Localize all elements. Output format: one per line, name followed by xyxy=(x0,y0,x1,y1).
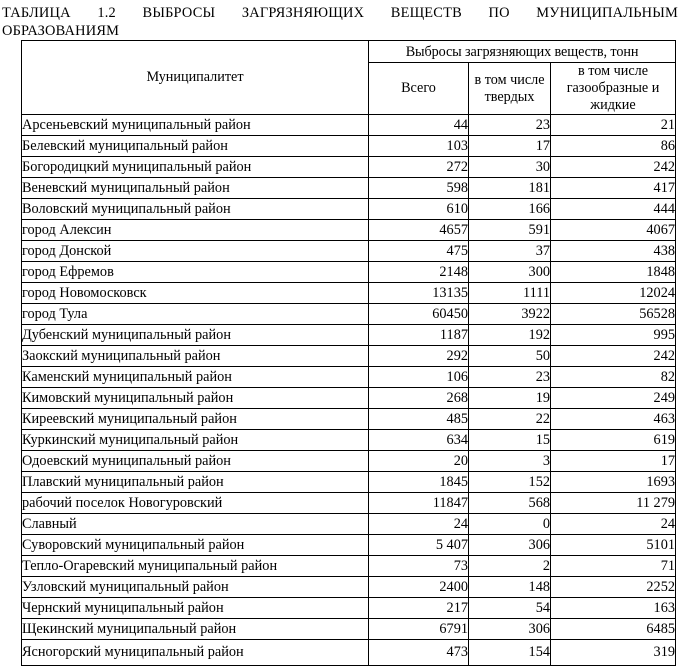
table-row xyxy=(22,136,676,157)
cell-municipality: Каменский муниципальный район xyxy=(22,367,369,388)
cell-solid: 17 xyxy=(469,136,551,157)
cell-solid: 19 xyxy=(469,388,551,409)
cell-gas-liquid: 71 xyxy=(551,556,676,577)
table-caption xyxy=(2,4,678,40)
table-row xyxy=(22,346,676,367)
cell-solid: 591 xyxy=(469,220,551,241)
cell-solid: 181 xyxy=(469,178,551,199)
cell-solid: 23 xyxy=(469,367,551,388)
cell-total: 1187 xyxy=(369,325,469,346)
cell-solid: 2 xyxy=(469,556,551,577)
cell-solid: 37 xyxy=(469,241,551,262)
cell-total: 634 xyxy=(369,430,469,451)
cell-gas-liquid: 444 xyxy=(551,199,676,220)
cell-municipality: Тепло-Огаревский муниципальный район xyxy=(22,556,369,577)
cell-solid: 306 xyxy=(469,619,551,640)
cell-municipality: город Новомосковск xyxy=(22,283,369,304)
table-row xyxy=(22,283,676,304)
cell-total: 103 xyxy=(369,136,469,157)
cell-total: 598 xyxy=(369,178,469,199)
cell-solid: 50 xyxy=(469,346,551,367)
cell-total: 4657 xyxy=(369,220,469,241)
cell-gas-liquid: 4067 xyxy=(551,220,676,241)
cell-municipality: Славный xyxy=(22,514,369,535)
cell-gas-liquid: 21 xyxy=(551,115,676,136)
cell-total: 473 xyxy=(369,640,469,666)
emissions-table-container xyxy=(21,40,675,666)
cell-total: 2148 xyxy=(369,262,469,283)
cell-solid: 568 xyxy=(469,493,551,514)
cell-municipality: город Донской xyxy=(22,241,369,262)
cell-gas-liquid: 5101 xyxy=(551,535,676,556)
table-row xyxy=(22,577,676,598)
cell-municipality: Куркинский муниципальный район xyxy=(22,430,369,451)
table-row xyxy=(22,598,676,619)
table-row xyxy=(22,178,676,199)
cell-municipality: Киреевский муниципальный район xyxy=(22,409,369,430)
cell-municipality: Плавский муниципальный район xyxy=(22,472,369,493)
table-row xyxy=(22,325,676,346)
table-row xyxy=(22,157,676,178)
cell-gas-liquid: 463 xyxy=(551,409,676,430)
cell-solid: 22 xyxy=(469,409,551,430)
table-header-row-1 xyxy=(22,41,676,63)
cell-gas-liquid: 417 xyxy=(551,178,676,199)
table-row xyxy=(22,619,676,640)
cell-municipality: Белевский муниципальный район xyxy=(22,136,369,157)
cell-total: 5 407 xyxy=(369,535,469,556)
table-row xyxy=(22,367,676,388)
cell-total: 73 xyxy=(369,556,469,577)
cell-total: 1845 xyxy=(369,472,469,493)
cell-gas-liquid: 438 xyxy=(551,241,676,262)
cell-total: 13135 xyxy=(369,283,469,304)
cell-gas-liquid: 242 xyxy=(551,346,676,367)
cell-solid: 3 xyxy=(469,451,551,472)
table-row xyxy=(22,304,676,325)
cell-municipality: Кимовский муниципальный район xyxy=(22,388,369,409)
cell-solid: 148 xyxy=(469,577,551,598)
cell-solid: 192 xyxy=(469,325,551,346)
cell-municipality: рабочий поселок Новогуровский xyxy=(22,493,369,514)
cell-total: 11847 xyxy=(369,493,469,514)
cell-municipality: город Тула xyxy=(22,304,369,325)
cell-total: 2400 xyxy=(369,577,469,598)
cell-solid: 3922 xyxy=(469,304,551,325)
cell-solid: 1111 xyxy=(469,283,551,304)
cell-total: 60450 xyxy=(369,304,469,325)
cell-municipality: Чернский муниципальный район xyxy=(22,598,369,619)
cell-solid: 306 xyxy=(469,535,551,556)
table-row xyxy=(22,472,676,493)
cell-gas-liquid: 12024 xyxy=(551,283,676,304)
table-row xyxy=(22,388,676,409)
column-header-group-emissions: Выбросы загрязняющих веществ, тонн xyxy=(369,41,676,63)
cell-solid: 300 xyxy=(469,262,551,283)
cell-gas-liquid: 163 xyxy=(551,598,676,619)
table-header xyxy=(22,41,676,115)
cell-gas-liquid: 17 xyxy=(551,451,676,472)
cell-gas-liquid: 56528 xyxy=(551,304,676,325)
cell-solid: 0 xyxy=(469,514,551,535)
table-row xyxy=(22,514,676,535)
column-header-total: Всего xyxy=(369,63,469,115)
cell-total: 272 xyxy=(369,157,469,178)
cell-solid: 23 xyxy=(469,115,551,136)
cell-municipality: Щекинский муниципальный район xyxy=(22,619,369,640)
table-row xyxy=(22,451,676,472)
cell-total: 485 xyxy=(369,409,469,430)
cell-municipality: Арсеньевский муниципальный район xyxy=(22,115,369,136)
column-header-gas-liquid: в том числе газообразные и жидкие xyxy=(551,63,676,115)
cell-municipality: Богородицкий муниципальный район xyxy=(22,157,369,178)
cell-municipality: Воловский муниципальный район xyxy=(22,199,369,220)
column-header-municipality: Муниципалитет xyxy=(22,41,369,115)
cell-gas-liquid: 619 xyxy=(551,430,676,451)
table-row xyxy=(22,409,676,430)
cell-municipality: Узловский муниципальный район xyxy=(22,577,369,598)
cell-solid: 15 xyxy=(469,430,551,451)
cell-solid: 30 xyxy=(469,157,551,178)
table-row xyxy=(22,430,676,451)
table-row xyxy=(22,220,676,241)
cell-solid: 154 xyxy=(469,640,551,666)
cell-municipality: город Алексин xyxy=(22,220,369,241)
cell-municipality: Дубенский муниципальный район xyxy=(22,325,369,346)
table-body xyxy=(22,115,676,666)
cell-gas-liquid: 24 xyxy=(551,514,676,535)
cell-solid: 152 xyxy=(469,472,551,493)
table-caption-line-2: ОБРАЗОВАНИЯМ xyxy=(2,23,120,39)
cell-total: 268 xyxy=(369,388,469,409)
cell-gas-liquid: 11 279 xyxy=(551,493,676,514)
cell-municipality: Суворовский муниципальный район xyxy=(22,535,369,556)
cell-total: 106 xyxy=(369,367,469,388)
table-caption-line-1: ТАБЛИЦА 1.2 ВЫБРОСЫ ЗАГРЯЗНЯЮЩИХ ВЕЩЕСТВ ПО МУНИЦИПАЛЬНЫМ xyxy=(2,5,678,21)
emissions-table xyxy=(21,40,676,666)
cell-total: 44 xyxy=(369,115,469,136)
table-row xyxy=(22,199,676,220)
cell-gas-liquid: 995 xyxy=(551,325,676,346)
cell-gas-liquid: 6485 xyxy=(551,619,676,640)
cell-gas-liquid: 249 xyxy=(551,388,676,409)
table-row xyxy=(22,556,676,577)
cell-total: 24 xyxy=(369,514,469,535)
cell-gas-liquid: 242 xyxy=(551,157,676,178)
cell-solid: 54 xyxy=(469,598,551,619)
table-row xyxy=(22,115,676,136)
cell-total: 292 xyxy=(369,346,469,367)
cell-solid: 166 xyxy=(469,199,551,220)
cell-total: 217 xyxy=(369,598,469,619)
cell-gas-liquid: 86 xyxy=(551,136,676,157)
table-row xyxy=(22,262,676,283)
cell-municipality: Веневский муниципальный район xyxy=(22,178,369,199)
table-row xyxy=(22,241,676,262)
cell-municipality: Одоевский муниципальный район xyxy=(22,451,369,472)
cell-municipality: город Ефремов xyxy=(22,262,369,283)
cell-gas-liquid: 319 xyxy=(551,640,676,666)
table-row xyxy=(22,493,676,514)
cell-gas-liquid: 82 xyxy=(551,367,676,388)
cell-total: 20 xyxy=(369,451,469,472)
cell-total: 475 xyxy=(369,241,469,262)
cell-municipality: Заокский муниципальный район xyxy=(22,346,369,367)
table-row xyxy=(22,535,676,556)
cell-gas-liquid: 2252 xyxy=(551,577,676,598)
column-header-solid: в том числе твердых xyxy=(469,63,551,115)
cell-total: 610 xyxy=(369,199,469,220)
cell-total: 6791 xyxy=(369,619,469,640)
cell-gas-liquid: 1848 xyxy=(551,262,676,283)
cell-municipality: Ясногорский муниципальный район xyxy=(22,640,369,666)
cell-gas-liquid: 1693 xyxy=(551,472,676,493)
